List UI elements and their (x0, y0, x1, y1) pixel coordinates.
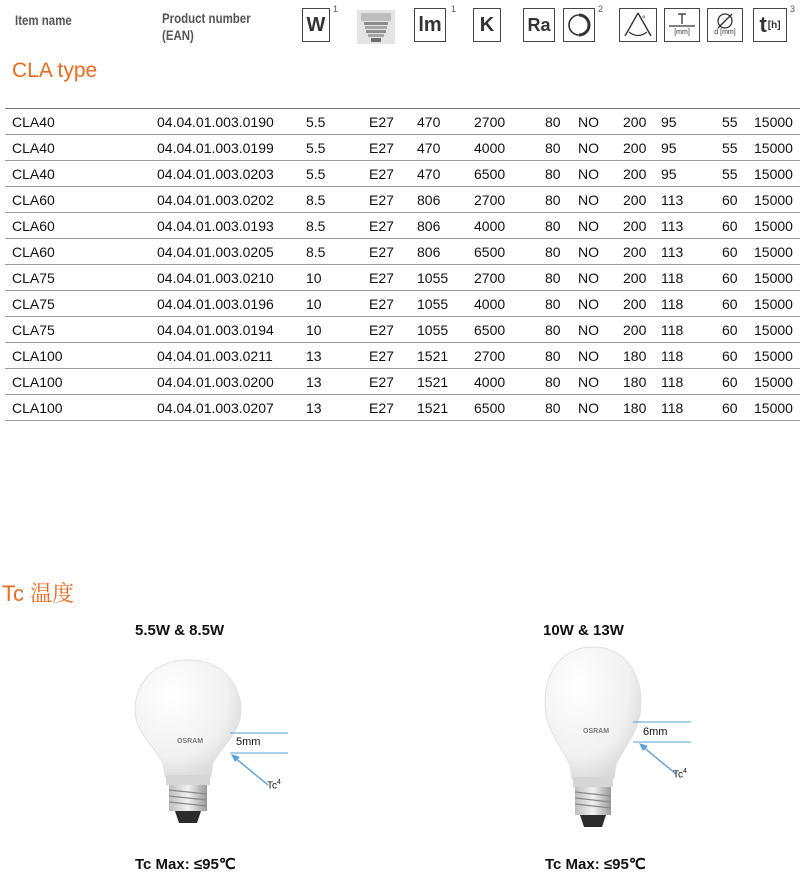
table-row (5, 213, 800, 239)
product-number-line1: Product number (162, 10, 251, 26)
cell-base: E27 (364, 109, 409, 135)
cell-cri: 80 (527, 187, 567, 213)
cell-color-temp: 6500 (464, 239, 527, 265)
cell-lumen: 470 (409, 135, 464, 161)
tc-section-title: Tc 温度 (2, 581, 75, 606)
cell-diameter: 60 (705, 343, 751, 369)
cell-diameter: 55 (705, 135, 751, 161)
cell-dimmable: NO (567, 239, 619, 265)
cell-dimmable: NO (567, 291, 619, 317)
cell-wattage: 10 (301, 291, 364, 317)
cell-diameter: 55 (705, 109, 751, 135)
table-row (5, 317, 800, 343)
cell-lifetime: 15000 (751, 343, 800, 369)
cell-color-temp: 4000 (464, 369, 527, 395)
cell-product-number: 04.04.01.003.0203 (152, 161, 301, 187)
cell-product-number: 04.04.01.003.0207 (152, 395, 301, 421)
ra-icon (523, 8, 555, 42)
cell-cri: 80 (527, 343, 567, 369)
cell-length: 95 (657, 135, 705, 161)
kelvin-icon-text: K (479, 13, 495, 36)
bulb-2-tc-label (673, 768, 687, 780)
cell-lumen: 470 (409, 161, 464, 187)
cell-lifetime: 15000 (751, 265, 800, 291)
cell-base: E27 (364, 135, 409, 161)
cell-beam-angle: 180 (619, 343, 657, 369)
lumen-icon-text: lm (418, 13, 442, 36)
table-row (5, 343, 800, 369)
cell-lumen: 1521 (409, 395, 464, 421)
cell-cri: 80 (527, 213, 567, 239)
cell-diameter: 60 (705, 395, 751, 421)
table-row (5, 239, 800, 265)
cell-product-number: 04.04.01.003.0211 (152, 343, 301, 369)
length-icon-text: [mm] (674, 29, 690, 36)
lumen-icon-sup: 1 (451, 4, 457, 14)
bulb-1-dimension-label: 5mm (236, 736, 261, 748)
cell-color-temp: 6500 (464, 395, 527, 421)
cell-cri: 80 (527, 109, 567, 135)
cell-cri: 80 (527, 291, 567, 317)
cell-base: E27 (364, 187, 409, 213)
cell-base: E27 (364, 239, 409, 265)
cell-wattage: 5.5 (301, 109, 364, 135)
cell-length: 113 (657, 213, 705, 239)
table-row (5, 187, 800, 213)
cell-base: E27 (364, 317, 409, 343)
cell-wattage: 13 (301, 369, 364, 395)
bulb-1-title: 5.5W & 8.5W (135, 622, 225, 639)
table-row (5, 109, 800, 135)
item-name-header: Item name (15, 12, 72, 28)
cell-dimmable: NO (567, 135, 619, 161)
cell-beam-angle: 200 (619, 265, 657, 291)
cell-base: E27 (364, 291, 409, 317)
table-row (5, 265, 800, 291)
bulb-2-dimension-label: 6mm (643, 726, 668, 738)
cell-length: 118 (657, 395, 705, 421)
cell-dimmable: NO (567, 395, 619, 421)
cell-beam-angle: 200 (619, 239, 657, 265)
cell-diameter: 60 (705, 213, 751, 239)
cell-wattage: 5.5 (301, 161, 364, 187)
watt-icon (302, 8, 330, 42)
table-row (5, 161, 800, 187)
cell-product-number: 04.04.01.003.0193 (152, 213, 301, 239)
cell-lumen: 1521 (409, 343, 464, 369)
cell-item-name: CLA60 (5, 187, 152, 213)
cell-dimmable: NO (567, 109, 619, 135)
dimmable-icon-sup: 2 (598, 4, 604, 14)
product-number-header (162, 10, 251, 44)
cell-beam-angle: 200 (619, 317, 657, 343)
cell-dimmable: NO (567, 369, 619, 395)
ra-icon-text: Ra (527, 14, 551, 35)
bulb-2-tc-text: Tc (673, 769, 683, 781)
bulb-1-brand: OSRAM (177, 738, 204, 745)
cell-beam-angle: 200 (619, 109, 657, 135)
lumen-icon (414, 8, 446, 42)
cell-wattage: 13 (301, 395, 364, 421)
cell-color-temp: 2700 (464, 109, 527, 135)
cell-lumen: 1055 (409, 317, 464, 343)
cell-item-name: CLA40 (5, 135, 152, 161)
cell-cri: 80 (527, 135, 567, 161)
cell-product-number: 04.04.01.003.0205 (152, 239, 301, 265)
cell-wattage: 10 (301, 265, 364, 291)
cell-dimmable: NO (567, 213, 619, 239)
cell-beam-angle: 200 (619, 213, 657, 239)
cell-lifetime: 15000 (751, 369, 800, 395)
watt-icon-text: W (306, 13, 326, 36)
cell-beam-angle: 180 (619, 369, 657, 395)
cell-length: 118 (657, 369, 705, 395)
cell-lumen: 806 (409, 239, 464, 265)
bulb-1-tc-max: Tc Max: ≤95℃ (135, 856, 236, 873)
lifetime-icon-text: t (759, 12, 767, 37)
beam-angle-icon (619, 8, 657, 42)
cell-length: 95 (657, 109, 705, 135)
cell-product-number: 04.04.01.003.0196 (152, 291, 301, 317)
table-row (5, 135, 800, 161)
length-icon (664, 8, 700, 42)
bulb-1-tc-text: Tc (267, 780, 277, 792)
cell-beam-angle: 200 (619, 161, 657, 187)
cell-beam-angle: 200 (619, 135, 657, 161)
cell-lumen: 1055 (409, 265, 464, 291)
bulb-1-tc-arrow (228, 752, 272, 788)
cell-lifetime: 15000 (751, 187, 800, 213)
cell-base: E27 (364, 213, 409, 239)
cell-color-temp: 4000 (464, 213, 527, 239)
lifetime-icon-subtext: [h] (767, 19, 781, 31)
cla-type-title: CLA type (12, 59, 98, 82)
cell-wattage: 8.5 (301, 213, 364, 239)
cell-cri: 80 (527, 161, 567, 187)
cell-item-name: CLA75 (5, 317, 152, 343)
cell-dimmable: NO (567, 161, 619, 187)
cell-diameter: 55 (705, 161, 751, 187)
bulb-1-image (133, 655, 243, 830)
cell-product-number: 04.04.01.003.0199 (152, 135, 301, 161)
cell-lumen: 1521 (409, 369, 464, 395)
bulb-2-tc-sup: 4 (683, 768, 687, 775)
diameter-icon (707, 8, 743, 42)
cell-item-name: CLA75 (5, 291, 152, 317)
cell-diameter: 60 (705, 187, 751, 213)
cell-item-name: CLA40 (5, 109, 152, 135)
cell-lumen: 470 (409, 109, 464, 135)
cell-base: E27 (364, 369, 409, 395)
cell-cri: 80 (527, 395, 567, 421)
cell-lifetime: 15000 (751, 135, 800, 161)
cell-color-temp: 6500 (464, 161, 527, 187)
spec-table (5, 108, 800, 421)
table-row (5, 291, 800, 317)
cell-dimmable: NO (567, 343, 619, 369)
cell-product-number: 04.04.01.003.0194 (152, 317, 301, 343)
cell-wattage: 5.5 (301, 135, 364, 161)
cell-lumen: 806 (409, 187, 464, 213)
cell-color-temp: 2700 (464, 187, 527, 213)
cell-wattage: 8.5 (301, 239, 364, 265)
cell-dimmable: NO (567, 265, 619, 291)
kelvin-icon (473, 8, 501, 42)
bulb-1-tc-sup: 4 (277, 779, 281, 786)
cell-length: 118 (657, 317, 705, 343)
cell-item-name: CLA100 (5, 369, 152, 395)
cell-color-temp: 4000 (464, 291, 527, 317)
lifetime-icon-sup: 3 (790, 4, 796, 14)
cell-diameter: 60 (705, 317, 751, 343)
cell-length: 118 (657, 265, 705, 291)
cell-length: 113 (657, 239, 705, 265)
cell-length: 118 (657, 343, 705, 369)
cell-lifetime: 15000 (751, 161, 800, 187)
cell-wattage: 13 (301, 343, 364, 369)
cell-lifetime: 15000 (751, 291, 800, 317)
cell-color-temp: 2700 (464, 265, 527, 291)
cell-dimmable: NO (567, 317, 619, 343)
cell-beam-angle: 200 (619, 187, 657, 213)
cell-color-temp: 2700 (464, 343, 527, 369)
watt-icon-sup: 1 (333, 4, 339, 14)
cell-lifetime: 15000 (751, 109, 800, 135)
cell-base: E27 (364, 161, 409, 187)
diameter-icon-text: d [mm] (714, 29, 736, 36)
cell-product-number: 04.04.01.003.0190 (152, 109, 301, 135)
cell-cri: 80 (527, 265, 567, 291)
bulb-2-title: 10W & 13W (543, 622, 624, 639)
cell-diameter: 60 (705, 265, 751, 291)
cell-product-number: 04.04.01.003.0202 (152, 187, 301, 213)
cell-cri: 80 (527, 317, 567, 343)
cell-diameter: 60 (705, 239, 751, 265)
cell-beam-angle: 200 (619, 291, 657, 317)
lifetime-icon (753, 8, 787, 42)
cell-color-temp: 4000 (464, 135, 527, 161)
cell-base: E27 (364, 395, 409, 421)
bulb-2-brand: OSRAM (583, 728, 610, 735)
table-row (5, 395, 800, 421)
cell-wattage: 10 (301, 317, 364, 343)
cell-color-temp: 6500 (464, 317, 527, 343)
cell-base: E27 (364, 343, 409, 369)
base-socket-icon (357, 10, 395, 44)
cell-wattage: 8.5 (301, 187, 364, 213)
cell-item-name: CLA60 (5, 239, 152, 265)
cell-cri: 80 (527, 239, 567, 265)
bulb-1-tc-label (267, 779, 281, 791)
product-number-line2: (EAN) (162, 27, 194, 43)
cell-item-name: CLA60 (5, 213, 152, 239)
cell-item-name: CLA100 (5, 395, 152, 421)
cell-product-number: 04.04.01.003.0210 (152, 265, 301, 291)
cell-diameter: 60 (705, 369, 751, 395)
cell-lifetime: 15000 (751, 213, 800, 239)
beam-angle-degree: ° (642, 14, 646, 24)
cell-lumen: 1055 (409, 291, 464, 317)
cell-diameter: 60 (705, 291, 751, 317)
cell-lifetime: 15000 (751, 317, 800, 343)
cell-lifetime: 15000 (751, 395, 800, 421)
cell-cri: 80 (527, 369, 567, 395)
cell-lifetime: 15000 (751, 239, 800, 265)
cell-product-number: 04.04.01.003.0200 (152, 369, 301, 395)
dimmable-icon (563, 8, 595, 42)
cell-lumen: 806 (409, 213, 464, 239)
bulb-2-image (543, 643, 643, 833)
cell-length: 113 (657, 187, 705, 213)
cell-beam-angle: 180 (619, 395, 657, 421)
bulb-2-tc-max: Tc Max: ≤95℃ (545, 856, 646, 873)
cell-base: E27 (364, 265, 409, 291)
cell-dimmable: NO (567, 187, 619, 213)
cell-item-name: CLA100 (5, 343, 152, 369)
table-row (5, 369, 800, 395)
cell-length: 118 (657, 291, 705, 317)
cell-item-name: CLA40 (5, 161, 152, 187)
cell-item-name: CLA75 (5, 265, 152, 291)
cell-length: 95 (657, 161, 705, 187)
